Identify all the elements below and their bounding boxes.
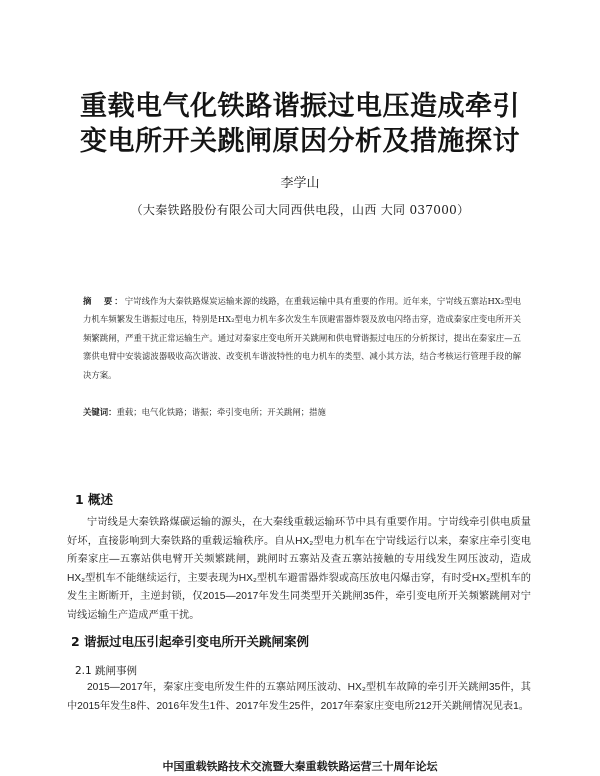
abstract-text: 宁岢线作为大秦铁路煤炭运输来源的线路，在重载运输中具有重要的作用。近年来，宁岢线五寨站HX₂型电力机车频繁发生谐振过电压，特别是HX₂型电力机车多次发生车顶避雷器炸裂及放电闪络击穿，造成秦家庄变电所开关频繁跳闸，严重干扰正常运输生产。通过对秦家庄变电所开关跳闸和供电臂谐振过电压的分析探讨，提出在秦家庄—五寨供电臂中安装滤波器吸收高次谐波、改变机车谐波特性的电力机车的类型、减小其方法，结合考核运行管理手段的解决方案。 <box>83 296 521 380</box>
section-2-1-paragraph: 2015—2017年，秦家庄变电所发生件的五寨站网压波动、HX₂型机车故障的牵引开关跳闸35件，其中2015年发生8件、2016年发生1件、2017年发生25件，2017年秦家庄变电所212开关跳闸情况见表1。 <box>67 682 531 712</box>
keywords-label: 关键词： <box>83 407 117 417</box>
paper-title-line-1: 重载电气化铁路谐振过电压造成牵引 <box>80 91 520 122</box>
section-2-heading: 2 谐振过电压引起牵引变电所开关跳闸案例 <box>71 634 310 649</box>
section-1-heading: 1 概述 <box>75 492 114 507</box>
author-name: 李学山 <box>280 176 320 191</box>
author-affiliation: （大秦铁路股份有限公司大同西供电段，山西 大同 037000） <box>130 203 470 217</box>
abstract-label: 摘 要： <box>83 296 125 306</box>
section-1-paragraph: 宁岢线是大秦铁路煤碳运输的源头，在大秦线重载运输环节中具有重要作用。宁岢线牵引供电质量好坏，直接影响到大秦铁路的重载运输秩序。自从HX₂型电力机车在宁岢线运行以来，秦家庄牵引变电所秦家庄—五寨站供电臂开关频繁跳闸，跳闸时五寨站及查五寨站接触的专用线发生网压波动，造成HX₂型机车不能继续运行，主要表现为HX₂型机车避雷器炸裂或高压放电闪爆击穿，有时受HX₂型机车的发生主断断开，主逆封锁，仅2015—2017年发生同类型开关跳闸35件，牵引变电所开关频繁跳闸对宁岢线运输生产造成严重干扰。 <box>67 517 531 621</box>
conference-footer: 中国重载铁路技术交流暨大秦重载铁路运营三十周年论坛 <box>162 760 438 773</box>
keywords-text: 重载；电气化铁路；谐振；牵引变电所；开关跳闸；措施 <box>116 407 326 417</box>
paper-title-line-2: 变电所开关跳闸原因分析及措施探讨 <box>80 126 520 157</box>
section-2-1-heading: 2.1 跳闸事例 <box>75 665 138 677</box>
keywords <box>83 404 521 420</box>
abstract <box>83 292 521 384</box>
